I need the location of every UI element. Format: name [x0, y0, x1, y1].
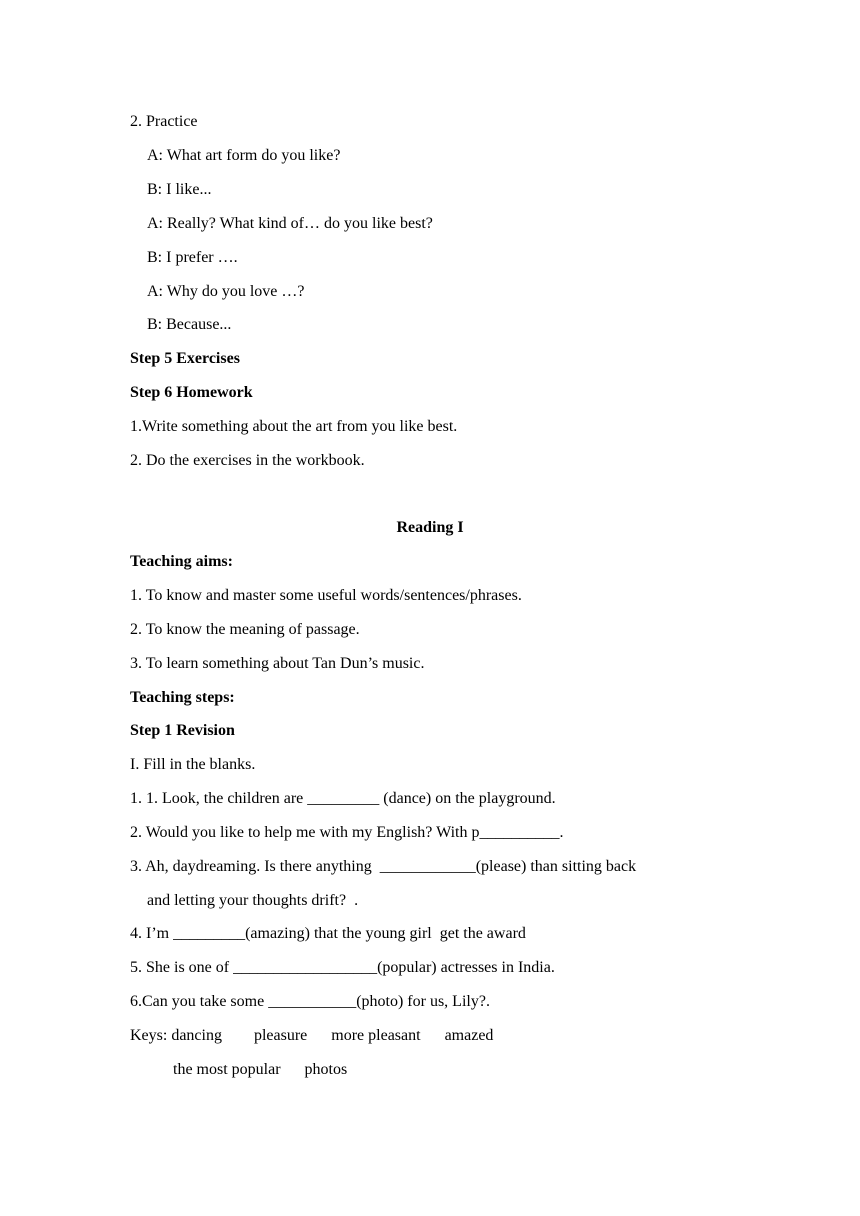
dialogue-line: A: Why do you love …? — [147, 283, 305, 300]
fill-blanks-heading: I. Fill in the blanks. — [130, 756, 256, 773]
exercise-item: 4. I’m _________(amazing) that the young girl get the award — [130, 925, 526, 942]
aim-item: 2. To know the meaning of passage. — [130, 621, 360, 638]
exercise-item: 3. Ah, daydreaming. Is there anything ____________(please) than sitting back — [130, 858, 637, 875]
step1-heading: Step 1 Revision — [130, 722, 235, 739]
homework-item: 1.Write something about the art from you like best. — [130, 418, 458, 435]
exercise-item-continuation: and letting your thoughts drift? . — [147, 892, 359, 909]
exercise-item: 2. Would you like to help me with my English? With p__________. — [130, 824, 564, 841]
dialogue-line: A: Really? What kind of… do you like best? — [147, 215, 433, 232]
practice-heading: 2. Practice — [130, 113, 198, 130]
exercise-item: 5. She is one of __________________(popular) actresses in India. — [130, 959, 555, 976]
answer-keys-continuation: the most popular photos — [173, 1061, 348, 1078]
aim-item: 1. To know and master some useful words/sentences/phrases. — [130, 587, 522, 604]
step5-heading: Step 5 Exercises — [130, 350, 240, 367]
dialogue-line: B: Because... — [147, 316, 232, 333]
aim-item: 3. To learn something about Tan Dun’s music. — [130, 655, 425, 672]
teaching-steps-heading: Teaching steps: — [130, 689, 235, 706]
homework-item: 2. Do the exercises in the workbook. — [130, 452, 365, 469]
teaching-aims-heading: Teaching aims: — [130, 553, 233, 570]
step6-heading: Step 6 Homework — [130, 384, 253, 401]
answer-keys: Keys: dancing pleasure more pleasant amazed — [130, 1027, 494, 1044]
exercise-item: 6.Can you take some ___________(photo) for us, Lily?. — [130, 993, 490, 1010]
dialogue-line: B: I like... — [147, 181, 212, 198]
exercise-item: 1. 1. Look, the children are _________ (dance) on the playground. — [130, 790, 556, 807]
dialogue-line: B: I prefer …. — [147, 249, 238, 266]
dialogue-line: A: What art form do you like? — [147, 147, 341, 164]
reading-title: Reading I — [396, 519, 464, 536]
